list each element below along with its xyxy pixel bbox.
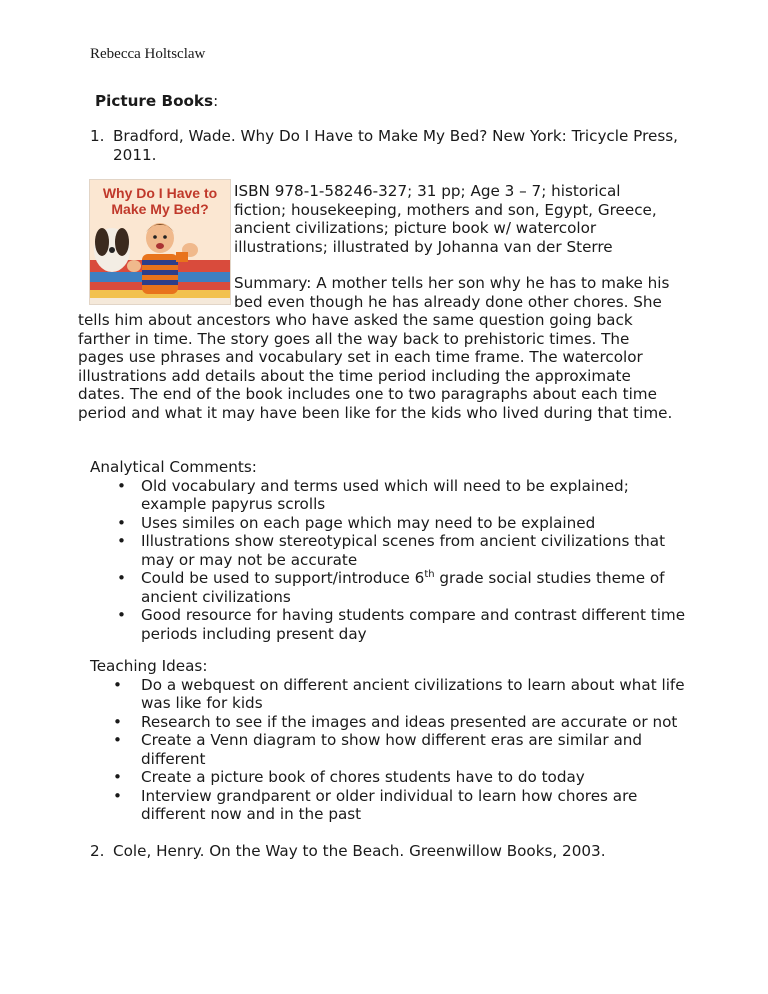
list-item-text: Old vocabulary and terms used which will need to be explained; example papyrus scrolls (141, 476, 629, 513)
list-item: • Do a webquest on different ancient civilizations to learn about what life was like for kids (113, 675, 685, 712)
teaching-ideas-heading: Teaching Ideas: (90, 657, 208, 675)
list-item-text: Good resource for having students compare and contrast different time periods including present day (141, 606, 686, 643)
analytical-comments-heading: Analytical Comments: (90, 458, 257, 476)
list-item: • Uses similes on each page which may need to be explained (117, 513, 596, 532)
cover-title-line-1: Why Do I Have to (102, 185, 218, 201)
entry-1-summary-text: Summary: A mother tells her son why he has to make his bed even though he has already done other chores. She tells him about ancestors who have asked the same question going back farther in time. The story goes all the way back to prehistoric times. The pages use phrases and vocabulary set in each time frame. The watercolor illustrations add details about the time period including the approximate dates. The end of the book includes one to two paragraphs about each time period and what it may have been like for the kids who lived during that time. (78, 274, 673, 422)
list-item-text: Interview grandparent or older individual to learn how chores are different now and in the past (141, 786, 638, 823)
analytical-comments-section (90, 458, 690, 643)
list-item-text: Do a webquest on different ancient civilizations to learn about what life was like for kids (141, 675, 685, 712)
author-name: Rebecca Holtsclaw (90, 46, 206, 62)
list-item: • Illustrations show stereotypical scenes from ancient civilizations that may or may not be accurate (117, 532, 666, 569)
list-item-text: Uses similes on each page which may need to be explained (141, 513, 596, 532)
analytical-comments-list (90, 477, 690, 644)
list-item: • Research to see if the images and ideas presented are accurate or not (113, 712, 678, 731)
entry-1-details: ISBN 978-1-58246-327; 31 pp; Age 3 – 7; historical fiction; housekeeping, mothers and son, Egypt, Greece, ancient civilizations; picture book w/ watercolor illustrations; illustrated by Johanna van der Sterre (234, 182, 657, 256)
entry-2-citation-text: Cole, Henry. On the Way to the Beach. Greenwillow Books, 2003. (113, 842, 606, 860)
entry-1-citation-text: Bradford, Wade. Why Do I Have to Make My Bed? New York: Tricycle Press, 2011. (113, 127, 678, 164)
list-item: • Old vocabulary and terms used which will need to be explained; example papyrus scrolls (117, 476, 629, 513)
list-item: • Create a Venn diagram to show how different eras are similar and different (113, 731, 643, 768)
list-item-text-post: grade social studies theme of ancient civilizations (141, 569, 665, 606)
list-item-text: Research to see if the images and ideas presented are accurate or not (141, 712, 678, 731)
section-title-text: Picture Books (95, 92, 214, 110)
entry-2-number: 2. (90, 842, 105, 860)
superscript-th: th (424, 568, 435, 580)
entry-1-summary (78, 274, 676, 422)
list-item: • Create a picture book of chores students have to do today (113, 768, 585, 786)
list-item: • Interview grandparent or older individual to learn how chores are different now and in the past (113, 786, 638, 823)
entry-1-number: 1. (90, 127, 105, 145)
list-item: • Could be used to support/introduce 6th grade social studies theme of ancient civilizations (117, 568, 665, 606)
entry-2-citation (90, 842, 690, 861)
list-item-text: Create a picture book of chores students have to do today (141, 768, 585, 786)
list-item-text: Create a Venn diagram to show how different eras are similar and different (141, 731, 643, 768)
cover-title-line-2: Make My Bed? (111, 201, 209, 217)
teaching-ideas-section (90, 657, 690, 824)
entry-1-citation (90, 127, 690, 164)
list-item-text: Illustrations show stereotypical scenes from ancient civilizations that may or may not be accurate (141, 532, 666, 569)
list-item: • Good resource for having students compare and contrast different time periods including present day (117, 606, 686, 643)
teaching-ideas-list (90, 676, 690, 824)
list-item-text-pre: Could be used to support/introduce 6 (141, 569, 425, 587)
section-title: Picture Books: (95, 92, 219, 110)
